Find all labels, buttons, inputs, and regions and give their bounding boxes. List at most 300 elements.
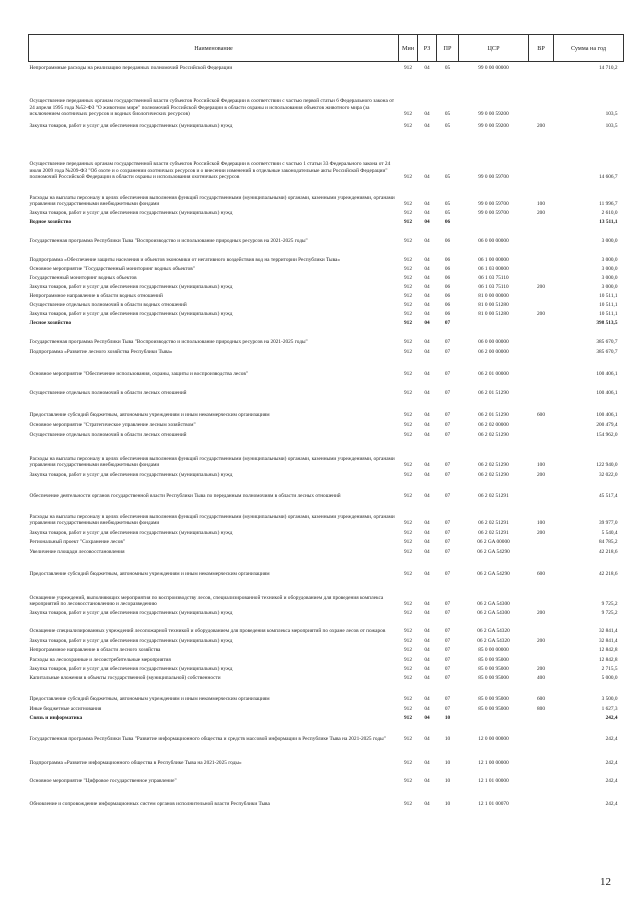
row-name: Капитальные вложения в объекты государственной (муниципальной) собственности [29, 675, 221, 681]
row-sum: 3 000,0 [601, 257, 618, 263]
row-sum: 5 000,0 [601, 675, 618, 681]
row-min: 912 [404, 432, 412, 438]
row-name: Предоставление субсидий бюджетным, автономным учреждениям и иным некоммерческим организациям [29, 696, 270, 702]
row-sum: 103,5 [605, 123, 618, 129]
row-name: Лесное хозяйство [29, 320, 72, 326]
row-min: 912 [404, 412, 412, 418]
row-rz: 04 [424, 715, 430, 721]
row-vr [529, 617, 554, 635]
row-csr: 06 2 01 00000 [478, 371, 509, 377]
row-sum: 1 627,3 [601, 706, 618, 712]
table-row [29, 273, 624, 282]
row-csr: 85 0 00 00000 [478, 647, 509, 653]
table-row [29, 578, 624, 608]
row-sum: 154 962,0 [596, 432, 618, 438]
row-csr: 06 2 01 51290 [478, 390, 509, 396]
row-name: Осуществление отдельных полномочий в области водных отношений [29, 302, 187, 308]
table-row [29, 208, 624, 217]
row-csr: 06 1 00 00000 [478, 257, 509, 263]
row-sum: 242,4 [605, 760, 618, 766]
table-row [29, 62, 624, 72]
row-pr: 07 [444, 549, 451, 555]
table-row [29, 743, 624, 767]
row-csr: 85 0 00 95000 [478, 706, 509, 712]
row-min: 912 [404, 219, 412, 225]
row-pr: 07 [444, 390, 451, 396]
row-min: 912 [404, 339, 412, 345]
row-min: 912 [404, 111, 412, 117]
row-rz: 04 [424, 647, 430, 653]
row-name: Государственный мониторинг водных объектов [29, 275, 137, 281]
row-vr: 200 [537, 666, 545, 672]
header-vr: ВР [529, 35, 554, 62]
row-vr [529, 378, 554, 397]
row-name: Иные бюджетные ассигнования [29, 706, 102, 712]
row-name: Основное мероприятие "Обеспечение использования, охраны, защиты и воспроизводства лесов" [29, 371, 249, 377]
row-pr: 07 [444, 628, 451, 634]
row-rz: 04 [424, 657, 430, 663]
row-name: Закупка товаров, работ и услуг для обеспечения государственных (муниципальных) нужд [29, 610, 233, 616]
row-csr: 85 0 00 95000 [478, 666, 509, 672]
row-rz: 04 [424, 412, 430, 418]
row-min: 912 [404, 715, 412, 721]
row-pr: 07 [444, 571, 451, 577]
row-rz: 04 [424, 520, 430, 526]
row-min: 912 [404, 266, 412, 272]
table-row [29, 785, 624, 808]
row-vr [529, 785, 554, 808]
row-pr: 07 [444, 371, 451, 377]
row-vr [529, 479, 554, 500]
row-pr: 07 [444, 666, 451, 672]
row-min: 912 [404, 123, 412, 129]
row-vr [529, 226, 554, 245]
row-pr: 06 [444, 275, 451, 281]
row-csr: 06 2 GA 54320 [477, 628, 510, 634]
row-rz: 04 [424, 628, 430, 634]
row-pr: 06 [444, 257, 451, 263]
row-csr: 06 2 GA 54320 [477, 638, 510, 644]
row-pr: 07 [444, 530, 451, 536]
row-vr [529, 722, 554, 743]
row-csr: 99 0 00 59700 [478, 174, 509, 180]
row-sum: 11 996,7 [599, 201, 618, 207]
row-rz: 04 [424, 311, 430, 317]
row-csr: 12 0 00 00000 [478, 736, 509, 742]
row-min: 912 [404, 520, 412, 526]
table-row [29, 309, 624, 318]
row-vr [529, 264, 554, 273]
row-min: 912 [404, 390, 412, 396]
row-rz: 04 [424, 65, 430, 71]
row-vr [529, 217, 554, 226]
row-name: Осуществление отдельных полномочий в области лесных отношений [29, 390, 187, 396]
row-vr: 600 [537, 412, 545, 418]
row-rz: 04 [424, 174, 430, 180]
row-csr: 85 0 00 95000 [478, 657, 509, 663]
table-row [29, 318, 624, 327]
row-csr [459, 713, 529, 722]
row-name: Предоставление субсидий бюджетным, автономным учреждениям и иным некоммерческим организациям [29, 412, 270, 418]
row-sum: 100 406,1 [596, 390, 618, 396]
row-name: Закупка товаров, работ и услуг для обеспечения государственных (муниципальных) нужд [29, 666, 233, 672]
header-rz: РЗ [418, 35, 437, 62]
row-pr: 07 [444, 412, 451, 418]
row-min: 912 [404, 493, 412, 499]
row-rz: 04 [424, 320, 430, 326]
row-rz: 04 [424, 610, 430, 616]
row-rz: 04 [424, 675, 430, 681]
row-rz: 04 [424, 238, 430, 244]
row-vr [529, 346, 554, 356]
row-pr: 07 [444, 539, 451, 545]
table-row [29, 226, 624, 245]
table-row [29, 378, 624, 397]
row-sum: 398 513,5 [596, 320, 618, 326]
row-vr: 100 [537, 520, 545, 526]
row-name: Подпрограмма «Обеспечение защиты населения и объектов экономики от негативного воздействия вод на территории Республики Тыва» [29, 257, 341, 263]
table-header-row [29, 35, 624, 62]
row-pr: 10 [444, 736, 451, 742]
row-csr: 06 1 03 75110 [478, 275, 509, 281]
table-row [29, 264, 624, 273]
row-rz: 04 [424, 257, 430, 263]
table-row [29, 397, 624, 419]
row-vr: 800 [537, 706, 545, 712]
row-rz: 04 [424, 801, 430, 807]
row-csr: 06 0 00 00000 [478, 339, 509, 345]
row-pr: 07 [444, 320, 451, 326]
row-name: Расходы на выплаты персоналу в целях обеспечения выполнения функций государственными (муниципальными) органами, казенными учреждениями, органами управления государственными внебюджетными фондами [29, 194, 395, 207]
row-rz: 04 [424, 549, 430, 555]
row-pr: 07 [444, 647, 451, 653]
row-name: Непрограммные расходы на реализацию переданных полномочий Российской Федерации [29, 65, 233, 71]
row-rz: 04 [424, 422, 430, 428]
row-vr: 100 [537, 201, 545, 207]
row-csr [459, 217, 529, 226]
table-row [29, 703, 624, 713]
row-sum: 42 218,6 [598, 549, 618, 555]
row-rz: 04 [424, 778, 430, 784]
row-rz: 04 [424, 210, 430, 216]
row-min: 912 [404, 65, 412, 71]
table-row [29, 118, 624, 130]
row-name: Оснащение учреждений, выполняющих мероприятия по воспроизводству лесов, специализированной техникой и оборудованием для проведения комплекса мероприятий по лесовосстановлению и лесоразведению [29, 594, 384, 607]
row-pr: 06 [444, 293, 451, 299]
row-csr: 99 0 00 00000 [478, 65, 509, 71]
budget-document [28, 34, 623, 808]
row-vr [529, 743, 554, 767]
row-rz: 04 [424, 432, 430, 438]
row-sum: 100 406,1 [596, 412, 618, 418]
row-vr: 400 [537, 675, 545, 681]
row-vr [529, 713, 554, 722]
row-min: 912 [404, 284, 412, 290]
row-min: 912 [404, 801, 412, 807]
row-sum: 385 670,7 [596, 349, 618, 355]
row-vr: 200 [537, 210, 545, 216]
row-pr: 07 [444, 696, 451, 702]
row-min: 912 [404, 238, 412, 244]
row-sum: 103,5 [605, 111, 618, 117]
header-min: Мин [399, 35, 418, 62]
table-row [29, 767, 624, 785]
row-csr: 81 0 00 51280 [478, 311, 509, 317]
row-rz: 04 [424, 371, 430, 377]
row-name: Государственная программа Республики Тыва "Развитие информационного общества и средств массовой информации в Республике Тыва на 2021-2025 годы" [29, 736, 386, 742]
row-pr: 10 [444, 715, 451, 721]
row-sum: 10 511,1 [599, 302, 618, 308]
row-csr: 12 1 01 00000 [478, 778, 509, 784]
row-pr: 10 [444, 760, 451, 766]
row-vr [529, 429, 554, 439]
table-row [29, 356, 624, 378]
row-pr: 07 [444, 493, 451, 499]
table-row [29, 429, 624, 439]
row-sum: 242,4 [605, 801, 618, 807]
row-vr: 200 [537, 123, 545, 129]
row-rz: 04 [424, 706, 430, 712]
row-sum: 3 000,0 [601, 266, 618, 272]
table-row [29, 282, 624, 291]
table-row [29, 327, 624, 346]
row-name: Предоставление субсидий бюджетным, автономным учреждениям и иным некоммерческим организациям [29, 571, 270, 577]
row-rz: 04 [424, 530, 430, 536]
row-pr: 10 [444, 801, 451, 807]
table-row [29, 635, 624, 645]
row-pr: 06 [444, 219, 451, 225]
row-sum: 242,4 [605, 778, 618, 784]
row-name: Подпрограмма «Развитие информационного общества в Республике Тыва на 2021-2025 годы» [29, 760, 242, 766]
row-csr: 06 0 00 00000 [478, 238, 509, 244]
row-rz: 04 [424, 736, 430, 742]
row-rz: 04 [424, 284, 430, 290]
row-pr: 05 [444, 111, 451, 117]
row-min: 912 [404, 647, 412, 653]
row-vr [529, 546, 554, 556]
row-csr: 99 0 00 59700 [478, 210, 509, 216]
row-min: 912 [404, 275, 412, 281]
row-name: Подпрограмма «Развитие лесного хозяйства Республики Тыва» [29, 349, 173, 355]
row-min: 912 [404, 210, 412, 216]
row-pr: 06 [444, 266, 451, 272]
row-rz: 04 [424, 111, 430, 117]
row-name: Государственная программа Республики Тыва "Воспроизводство и использование природных ресурсов на 2021-2025 годы" [29, 238, 308, 244]
row-min: 912 [404, 311, 412, 317]
row-rz: 04 [424, 201, 430, 207]
row-vr [529, 654, 554, 664]
row-csr: 06 2 GA 54300 [477, 610, 510, 616]
row-csr: 06 2 GA 54290 [477, 571, 510, 577]
row-rz: 04 [424, 472, 430, 478]
row-vr [529, 419, 554, 429]
row-min: 912 [404, 472, 412, 478]
row-name: Закупка товаров, работ и услуг для обеспечения государственных (муниципальных) нужд [29, 472, 233, 478]
table-row [29, 682, 624, 703]
row-min: 912 [404, 320, 412, 326]
row-sum: 32 841,4 [598, 638, 618, 644]
row-csr: 85 0 00 95000 [478, 696, 509, 702]
row-rz: 04 [424, 266, 430, 272]
row-min: 912 [404, 657, 412, 663]
row-vr [529, 767, 554, 785]
row-csr: 81 0 00 00000 [478, 293, 509, 299]
table-row [29, 556, 624, 578]
table-row [29, 664, 624, 673]
row-vr: 100 [537, 462, 545, 468]
row-name: Основное мероприятие "Цифровое государственное управление" [29, 778, 177, 784]
table-row [29, 130, 624, 181]
table-row [29, 346, 624, 356]
row-name: Закупка товаров, работ и услуг для обеспечения государственных (муниципальных) нужд [29, 210, 233, 216]
header-csr: ЦСР [459, 35, 529, 62]
table-row [29, 181, 624, 208]
row-csr: 81 0 00 51280 [478, 302, 509, 308]
budget-table [28, 34, 624, 808]
row-pr: 07 [444, 349, 451, 355]
row-csr: 06 2 GA 54300 [477, 601, 510, 607]
row-vr [529, 318, 554, 327]
row-vr [529, 300, 554, 309]
table-row [29, 291, 624, 300]
row-pr: 05 [444, 210, 451, 216]
row-rz: 04 [424, 760, 430, 766]
row-name: Обеспечение деятельности органов государственной власти Республики Тыва по переданным полномочиям в области лесных отношений [29, 493, 341, 499]
row-pr: 05 [444, 123, 451, 129]
row-min: 912 [404, 571, 412, 577]
row-rz: 04 [424, 462, 430, 468]
row-rz: 04 [424, 601, 430, 607]
table-row [29, 546, 624, 556]
row-rz: 04 [424, 539, 430, 545]
row-sum: 39 977,0 [598, 520, 618, 526]
row-sum: 12 842,8 [598, 647, 618, 653]
row-rz: 04 [424, 339, 430, 345]
row-min: 912 [404, 706, 412, 712]
row-vr [529, 72, 554, 118]
row-min: 912 [404, 736, 412, 742]
row-sum: 32 022,0 [598, 472, 618, 478]
table-row [29, 722, 624, 743]
row-pr: 07 [444, 339, 451, 345]
row-pr: 07 [444, 638, 451, 644]
row-sum: 13 511,1 [599, 219, 618, 225]
row-min: 912 [404, 601, 412, 607]
row-sum: 242,4 [605, 736, 618, 742]
row-min: 912 [404, 675, 412, 681]
row-pr: 07 [444, 706, 451, 712]
row-min: 912 [404, 610, 412, 616]
row-csr [459, 318, 529, 327]
row-sum: 242,4 [605, 715, 618, 721]
row-name: Основное мероприятие "Стратегическое управление лесным хозяйством" [29, 422, 196, 428]
row-min: 912 [404, 530, 412, 536]
row-sum: 2 715,5 [601, 666, 618, 672]
row-min: 912 [404, 549, 412, 555]
row-min: 912 [404, 422, 412, 428]
row-sum: 3 500,0 [601, 696, 618, 702]
header-sum: Сумма на год [554, 35, 624, 62]
row-min: 912 [404, 302, 412, 308]
row-pr: 07 [444, 520, 451, 526]
row-pr: 07 [444, 472, 451, 478]
table-row [29, 419, 624, 429]
row-min: 912 [404, 778, 412, 784]
row-csr: 06 1 03 75110 [478, 284, 509, 290]
row-name: Осуществление отдельных полномочий в области лесных отношений [29, 432, 187, 438]
row-csr: 06 2 02 51291 [478, 530, 509, 536]
row-sum: 100 406,1 [596, 371, 618, 377]
row-vr [529, 537, 554, 546]
table-row [29, 654, 624, 664]
row-vr: 600 [537, 696, 545, 702]
row-sum: 385 670,7 [596, 339, 618, 345]
row-pr: 07 [444, 675, 451, 681]
row-sum: 3 000,0 [601, 275, 618, 281]
row-csr: 99 0 00 59700 [478, 201, 509, 207]
row-pr: 10 [444, 778, 451, 784]
table-row [29, 645, 624, 654]
row-rz: 04 [424, 275, 430, 281]
row-pr: 07 [444, 657, 451, 663]
table-row [29, 617, 624, 635]
row-name: Региональный проект "Сохранение лесов" [29, 539, 126, 545]
row-csr: 06 2 GA 54290 [477, 549, 510, 555]
row-sum: 9 725,2 [601, 610, 618, 616]
row-vr [529, 62, 554, 72]
row-csr: 99 0 00 59200 [478, 123, 509, 129]
row-min: 912 [404, 760, 412, 766]
row-rz: 04 [424, 571, 430, 577]
row-pr: 07 [444, 601, 451, 607]
row-rz: 04 [424, 302, 430, 308]
row-sum: 42 218,6 [598, 571, 618, 577]
row-csr: 06 2 01 51290 [478, 412, 509, 418]
row-rz: 04 [424, 123, 430, 129]
row-name: Увеличение площади лесовосстановления [29, 549, 125, 555]
row-name: Оснащение специализированных учреждений лесопожарной техникой и оборудованием для проведения комплекса мероприятий по охране лесов от пожаров [29, 628, 386, 634]
row-min: 912 [404, 201, 412, 207]
row-sum: 3 000,0 [601, 284, 618, 290]
row-vr [529, 130, 554, 181]
row-name: Обновление и сопровождение информационных систем органов исполнительной власти Республики Тыва [29, 801, 270, 807]
row-rz: 04 [424, 219, 430, 225]
row-vr: 200 [537, 530, 545, 536]
row-sum: 14 606,7 [598, 174, 618, 180]
row-sum: 200 479,4 [596, 422, 618, 428]
row-vr [529, 578, 554, 608]
row-vr: 600 [537, 571, 545, 577]
row-name: Непрограммное направление в области лесного хозяйства [29, 647, 161, 653]
row-sum: 14 710,2 [598, 65, 618, 71]
row-sum: 10 511,1 [599, 311, 618, 317]
table-row [29, 673, 624, 682]
row-pr: 07 [444, 422, 451, 428]
row-sum: 122 940,0 [596, 462, 618, 468]
row-vr [529, 291, 554, 300]
header-name: Наименование [29, 35, 399, 62]
row-sum: 5 540,4 [601, 530, 618, 536]
row-pr: 06 [444, 284, 451, 290]
row-csr: 12 1 01 00070 [478, 801, 509, 807]
table-body [29, 62, 624, 808]
row-rz: 04 [424, 493, 430, 499]
row-min: 912 [404, 539, 412, 545]
table-row [29, 500, 624, 527]
row-min: 912 [404, 349, 412, 355]
row-name: Закупка товаров, работ и услуг для обеспечения государственных (муниципальных) нужд [29, 123, 233, 129]
page-number: 12 [600, 876, 611, 888]
